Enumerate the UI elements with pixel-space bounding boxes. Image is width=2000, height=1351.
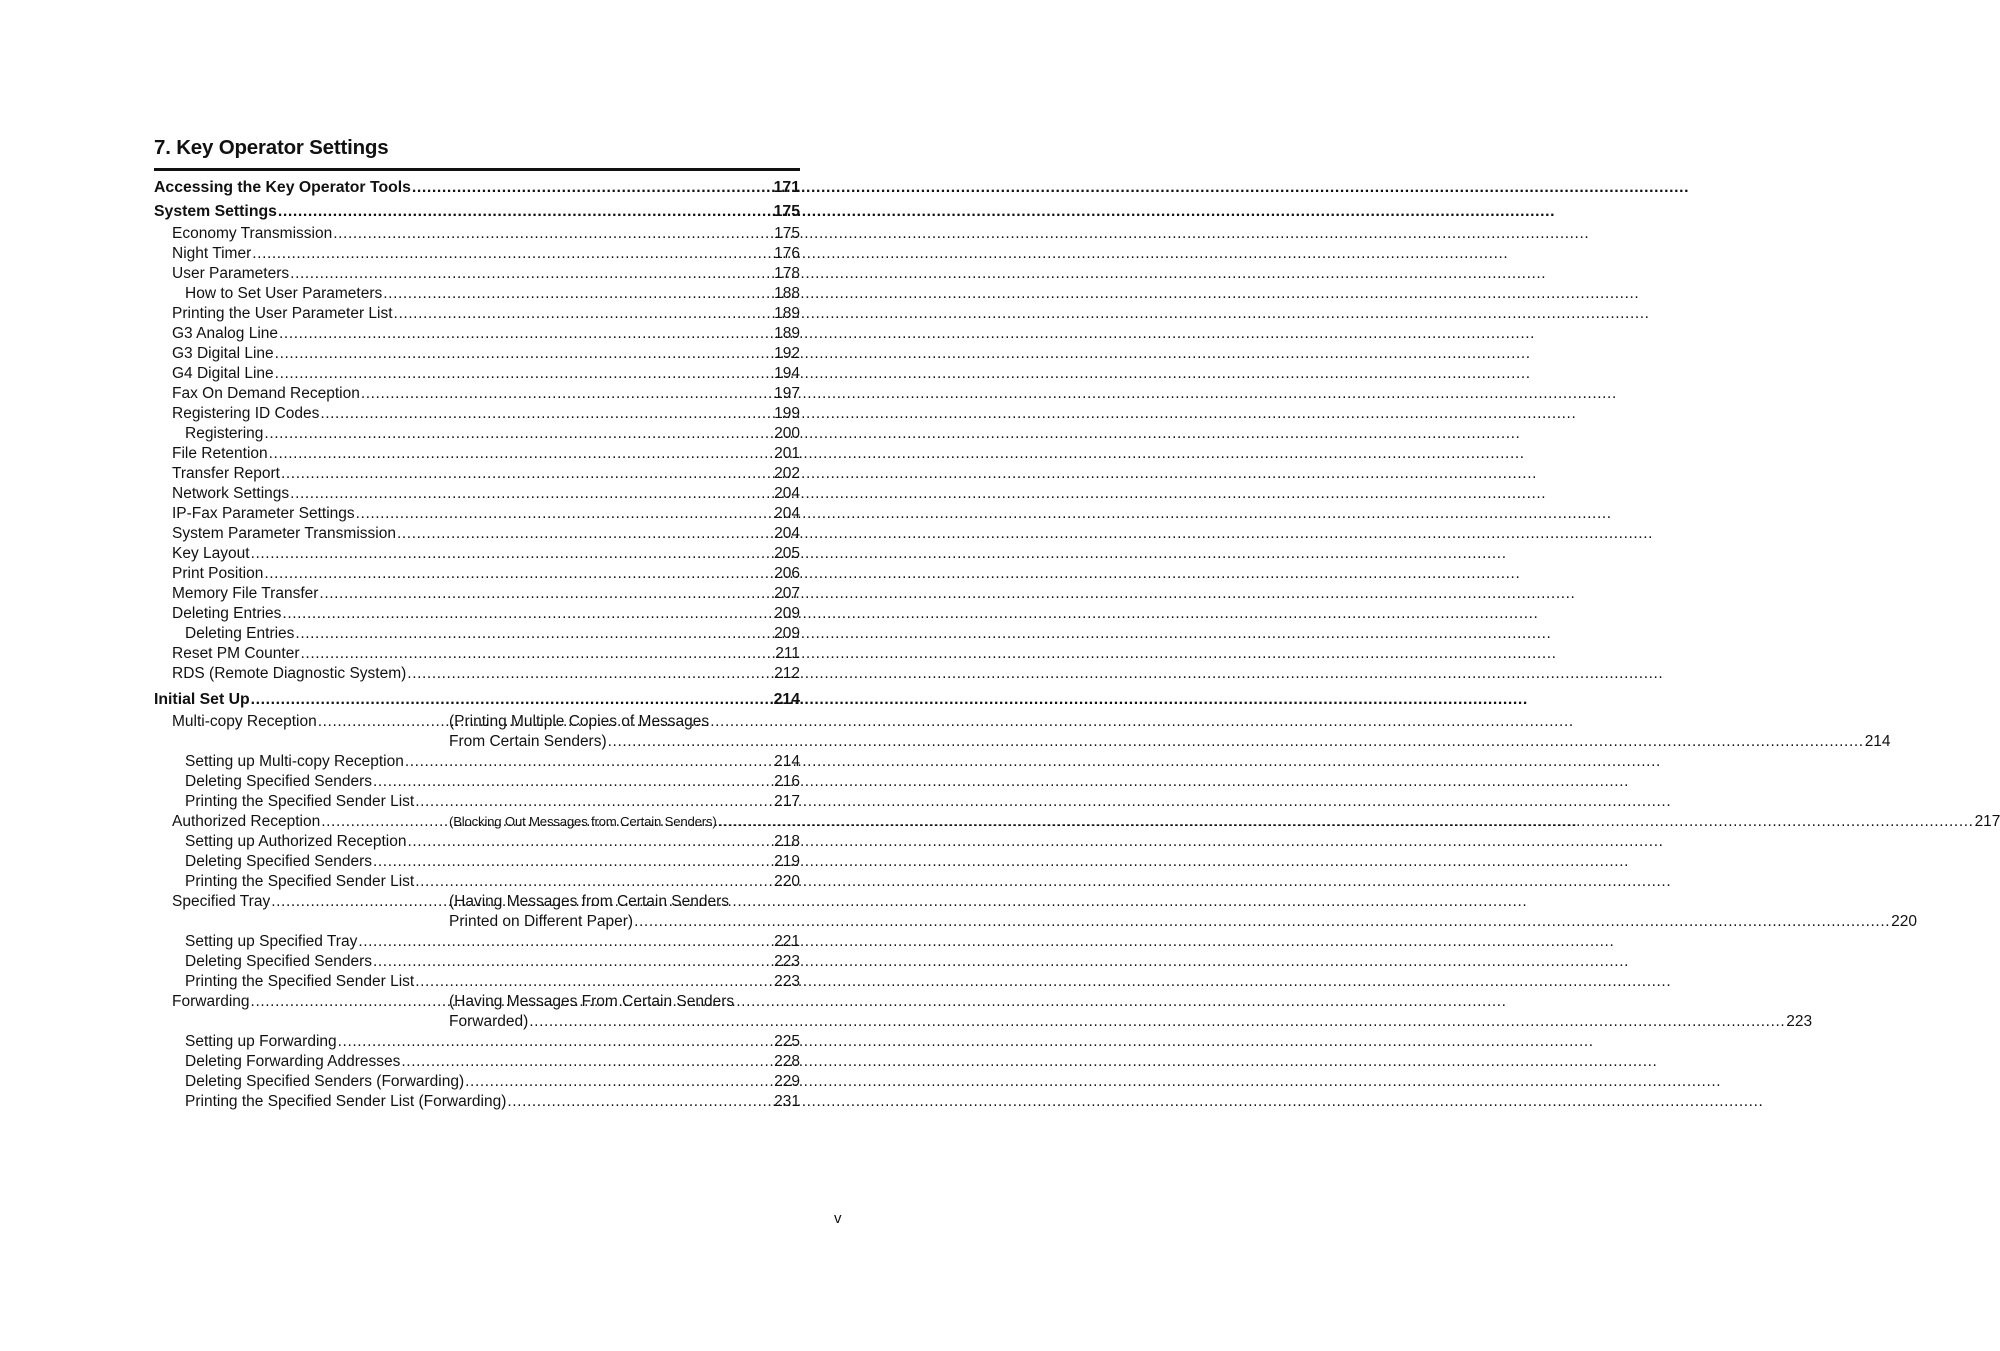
- toc-entry[interactable]: [154, 932, 800, 952]
- toc-entry[interactable]: [154, 524, 800, 544]
- toc-page-number: 217: [774, 793, 800, 810]
- toc-entry-label: G3 Digital Line: [172, 345, 274, 362]
- toc-entry[interactable]: [154, 872, 800, 892]
- toc-page-number: 225: [774, 1033, 800, 1050]
- toc-page-number: 207: [774, 585, 800, 602]
- toc-entry[interactable]: [154, 264, 800, 284]
- toc-entry-description: [449, 892, 1917, 932]
- toc-page-number: 205: [774, 545, 800, 562]
- toc-entry-label: Night Timer: [172, 245, 252, 262]
- system-settings-list: [154, 224, 800, 684]
- toc-page-number: 188: [774, 285, 800, 302]
- toc-page-number: 204: [774, 485, 800, 502]
- leader-dots: [373, 852, 773, 872]
- toc-entry[interactable]: [154, 464, 800, 484]
- toc-page-number: 201: [774, 445, 800, 462]
- toc-page-number: 199: [774, 405, 800, 422]
- leader-dots: [718, 812, 1974, 832]
- toc-page-number: 176: [774, 245, 800, 262]
- toc-entry[interactable]: [154, 1032, 800, 1052]
- toc-entry-label: Deleting Specified Senders (Forwarding): [185, 1073, 465, 1090]
- description-text: (Printing Multiple Copies of Messages: [449, 713, 710, 730]
- leader-dots: [394, 304, 774, 324]
- toc-entry-two-column[interactable]: [154, 712, 1891, 752]
- toc-section-title: System Settings: [154, 203, 277, 220]
- toc-entry[interactable]: [154, 772, 800, 792]
- toc-entry[interactable]: [154, 1092, 800, 1112]
- leader-dots: [412, 176, 773, 200]
- toc-entry[interactable]: [154, 564, 800, 584]
- leader-dots: [358, 932, 773, 952]
- leader-dots: [407, 664, 773, 684]
- toc-entry-label: Network Settings: [172, 485, 290, 502]
- leader-dots: [415, 872, 773, 892]
- toc-entry[interactable]: [154, 952, 800, 972]
- toc-entry-label: How to Set User Parameters: [185, 285, 383, 302]
- toc-entry[interactable]: [154, 424, 800, 444]
- leader-dots: [320, 404, 773, 424]
- toc-page-number: 217: [1974, 813, 2000, 830]
- toc-entry-left: [172, 992, 449, 1032]
- toc-entry-description: [449, 992, 1812, 1032]
- leader-dots: [318, 712, 445, 732]
- toc-page-number: 209: [774, 625, 800, 642]
- toc-page-number: 214: [774, 753, 800, 770]
- toc-entry-label: G4 Digital Line: [172, 365, 274, 382]
- toc-entry[interactable]: [154, 484, 800, 504]
- toc-page-number: 192: [774, 345, 800, 362]
- toc-entry[interactable]: [154, 664, 800, 684]
- toc-entry[interactable]: [154, 752, 800, 772]
- description-text: Forwarded): [449, 1013, 529, 1030]
- toc-page-number: 219: [774, 853, 800, 870]
- toc-page-number: 223: [774, 953, 800, 970]
- description-line: [449, 1012, 1812, 1032]
- description-text: Printed on Different Paper): [449, 913, 634, 930]
- leader-dots: [290, 264, 773, 284]
- toc-page-number: 218: [774, 833, 800, 850]
- leader-dots: [251, 992, 445, 1012]
- leader-dots: [275, 344, 773, 364]
- leader-dots: [401, 1052, 773, 1072]
- toc-entry[interactable]: [154, 504, 800, 524]
- toc-page-number: 197: [774, 385, 800, 402]
- leader-dots: [415, 792, 773, 812]
- toc-entry-label: Authorized Reception: [172, 813, 321, 830]
- toc-section-system-settings[interactable]: [154, 200, 800, 224]
- toc-entry[interactable]: [154, 444, 800, 464]
- toc-entry-label: System Parameter Transmission: [172, 525, 396, 542]
- toc-page-number: 220: [1891, 913, 1918, 930]
- toc-entry-label: Printing the Specified Sender List: [185, 873, 415, 890]
- leader-dots: [279, 324, 773, 344]
- leader-dots: [338, 1032, 773, 1052]
- toc-entry-label: Setting up Specified Tray: [185, 933, 358, 950]
- toc-entry-label: Printing the Specified Sender List (Forwarding): [185, 1093, 507, 1110]
- toc-entry-label: Printing the Specified Sender List: [185, 793, 415, 810]
- leader-dots: [407, 832, 773, 852]
- toc-page-number: 212: [774, 665, 800, 682]
- leader-dots: [301, 644, 775, 664]
- toc-entry[interactable]: [154, 1072, 800, 1092]
- leader-dots: [356, 504, 774, 524]
- toc-page-number: 178: [774, 265, 800, 282]
- description-text: (Blocking Out Messages from Certain Senders): [449, 814, 717, 829]
- leader-dots: [282, 604, 773, 624]
- toc-entry-label: Multi-copy Reception: [172, 713, 317, 730]
- toc-entry-label: Setting up Authorized Reception: [185, 833, 407, 850]
- toc-entry-two-column[interactable]: [154, 812, 2000, 832]
- toc-entry[interactable]: [154, 224, 800, 244]
- toc-entry-label: Fax On Demand Reception: [172, 385, 360, 402]
- toc-entry-label: Printing the Specified Sender List: [185, 973, 415, 990]
- leader-dots: [321, 812, 445, 832]
- toc-page-number: 223: [1786, 1013, 1813, 1030]
- leader-dots: [295, 624, 773, 644]
- toc-entry[interactable]: [154, 344, 800, 364]
- toc-entry-label: Reset PM Counter: [172, 645, 300, 662]
- toc-entry-two-column[interactable]: [154, 992, 1813, 1032]
- toc-section-initial-set-up[interactable]: [154, 688, 800, 712]
- leader-dots: [251, 544, 774, 564]
- toc-entry-two-column[interactable]: [154, 892, 1918, 932]
- leader-dots: [415, 972, 773, 992]
- toc-page-number: 214: [773, 691, 800, 708]
- leader-dots: [634, 912, 1890, 932]
- leader-dots: [251, 688, 773, 712]
- toc-page-number: 216: [774, 773, 800, 790]
- toc-entry-label: Registering ID Codes: [172, 405, 320, 422]
- description-line: [449, 992, 1812, 1012]
- leader-dots: [397, 524, 773, 544]
- toc-page-number: 228: [774, 1053, 800, 1070]
- leader-dots: [269, 444, 773, 464]
- chapter-heading: 7. Key Operator Settings: [154, 136, 389, 159]
- toc-entry[interactable]: [154, 244, 800, 264]
- leader-dots: [529, 1012, 1785, 1032]
- toc-entry[interactable]: [154, 284, 800, 304]
- leader-dots: [373, 952, 773, 972]
- description-line: [449, 912, 1917, 932]
- leader-dots: [361, 384, 773, 404]
- toc-page-number: 175: [773, 203, 800, 220]
- toc-page-number: 209: [774, 605, 800, 622]
- description-text: (Having Messages from Certain Senders: [449, 893, 729, 910]
- leader-dots: [373, 772, 773, 792]
- toc-entry-label: Deleting Forwarding Addresses: [185, 1053, 401, 1070]
- description-line: [449, 892, 1917, 912]
- toc-entry[interactable]: [154, 792, 800, 812]
- toc-entry[interactable]: [154, 624, 800, 644]
- page-number: v: [834, 1210, 842, 1227]
- toc-entry-label: Transfer Report: [172, 465, 280, 482]
- toc-entry-label: Deleting Specified Senders: [185, 773, 372, 790]
- toc-entry-left: [172, 812, 449, 832]
- heading-rule: [154, 168, 800, 171]
- toc-entry[interactable]: [154, 1052, 800, 1072]
- toc-entry-description: [449, 812, 2000, 832]
- leader-dots: [333, 224, 773, 244]
- toc-entry-label: Setting up Multi-copy Reception: [185, 753, 404, 770]
- toc-entry-label: User Parameters: [172, 265, 290, 282]
- leader-dots: [383, 284, 773, 304]
- toc-entry-left: [172, 892, 449, 932]
- leader-dots: [290, 484, 773, 504]
- description-text: From Certain Senders): [449, 733, 607, 750]
- leader-dots: [608, 732, 1864, 752]
- toc-entry-label: Forwarding: [172, 993, 250, 1010]
- description-line: [449, 732, 1891, 752]
- toc-entry-label: G3 Analog Line: [172, 325, 279, 342]
- toc-page-number: 231: [774, 1093, 800, 1110]
- toc-entry-description: [449, 712, 1891, 752]
- description-line: [449, 812, 2000, 832]
- leader-dots: [405, 752, 773, 772]
- toc-page-number: 220: [774, 873, 800, 890]
- toc-entry[interactable]: [154, 304, 800, 324]
- leader-dots: [264, 424, 773, 444]
- toc-entry[interactable]: [154, 604, 800, 624]
- toc-page-number: 171: [773, 179, 800, 196]
- toc-section-title: Initial Set Up: [154, 691, 250, 708]
- leader-dots: [252, 244, 773, 264]
- toc-page-number: 229: [774, 1073, 800, 1090]
- toc-entry[interactable]: [154, 644, 800, 664]
- table-of-contents: [154, 176, 2000, 1112]
- toc-entry[interactable]: [154, 364, 800, 384]
- description-text: (Having Messages From Certain Senders: [449, 993, 735, 1010]
- toc-entry-label: Deleting Specified Senders: [185, 853, 372, 870]
- toc-entry-label: Print Position: [172, 565, 264, 582]
- toc-page-number: 223: [774, 973, 800, 990]
- leader-dots: [271, 892, 445, 912]
- toc-entry[interactable]: [154, 384, 800, 404]
- toc-entry-label: Memory File Transfer: [172, 585, 319, 602]
- toc-entry[interactable]: [154, 544, 800, 564]
- toc-entry-label: Deleting Entries: [185, 625, 295, 642]
- toc-entry[interactable]: [154, 852, 800, 872]
- toc-entry-label: File Retention: [172, 445, 268, 462]
- leader-dots: [275, 364, 773, 384]
- toc-page-number: 206: [774, 565, 800, 582]
- toc-entry[interactable]: [154, 584, 800, 604]
- toc-entry-label: RDS (Remote Diagnostic System): [172, 665, 407, 682]
- toc-entry-label: Printing the User Parameter List: [172, 305, 393, 322]
- leader-dots: [507, 1092, 773, 1112]
- toc-page-number: 175: [774, 225, 800, 242]
- leader-dots: [264, 564, 773, 584]
- toc-page-number: 204: [774, 505, 800, 522]
- leader-dots: [281, 464, 773, 484]
- toc-section-title: Accessing the Key Operator Tools: [154, 179, 411, 196]
- toc-entry-label: Specified Tray: [172, 893, 271, 910]
- toc-page-number: 202: [774, 465, 800, 482]
- toc-entry-label: Economy Transmission: [172, 225, 333, 242]
- toc-page-number: 214: [1864, 733, 1891, 750]
- description-line: [449, 712, 1891, 732]
- toc-entry-label: Deleting Specified Senders: [185, 953, 372, 970]
- toc-entry-label: IP-Fax Parameter Settings: [172, 505, 355, 522]
- leader-dots: [465, 1072, 773, 1092]
- toc-section-accessing[interactable]: [154, 176, 800, 200]
- toc-page-number: 204: [774, 525, 800, 542]
- toc-page-number: 221: [774, 933, 800, 950]
- toc-page-number: 189: [774, 305, 800, 322]
- toc-page-number: 200: [774, 425, 800, 442]
- toc-entry-label: Registering: [185, 425, 264, 442]
- initial-set-up-list: [154, 712, 2000, 1112]
- toc-entry[interactable]: [154, 972, 800, 992]
- toc-entry-label: Deleting Entries: [172, 605, 282, 622]
- toc-entry[interactable]: [154, 832, 800, 852]
- toc-entry[interactable]: [154, 404, 800, 424]
- toc-entry-label: Key Layout: [172, 545, 250, 562]
- toc-entry-left: [172, 712, 449, 752]
- toc-page-number: 211: [775, 645, 800, 662]
- toc-page-number: 194: [774, 365, 800, 382]
- leader-dots: [278, 200, 773, 224]
- leader-dots: [319, 584, 773, 604]
- toc-entry[interactable]: [154, 324, 800, 344]
- toc-page-number: 189: [774, 325, 800, 342]
- toc-entry-label: Setting up Forwarding: [185, 1033, 337, 1050]
